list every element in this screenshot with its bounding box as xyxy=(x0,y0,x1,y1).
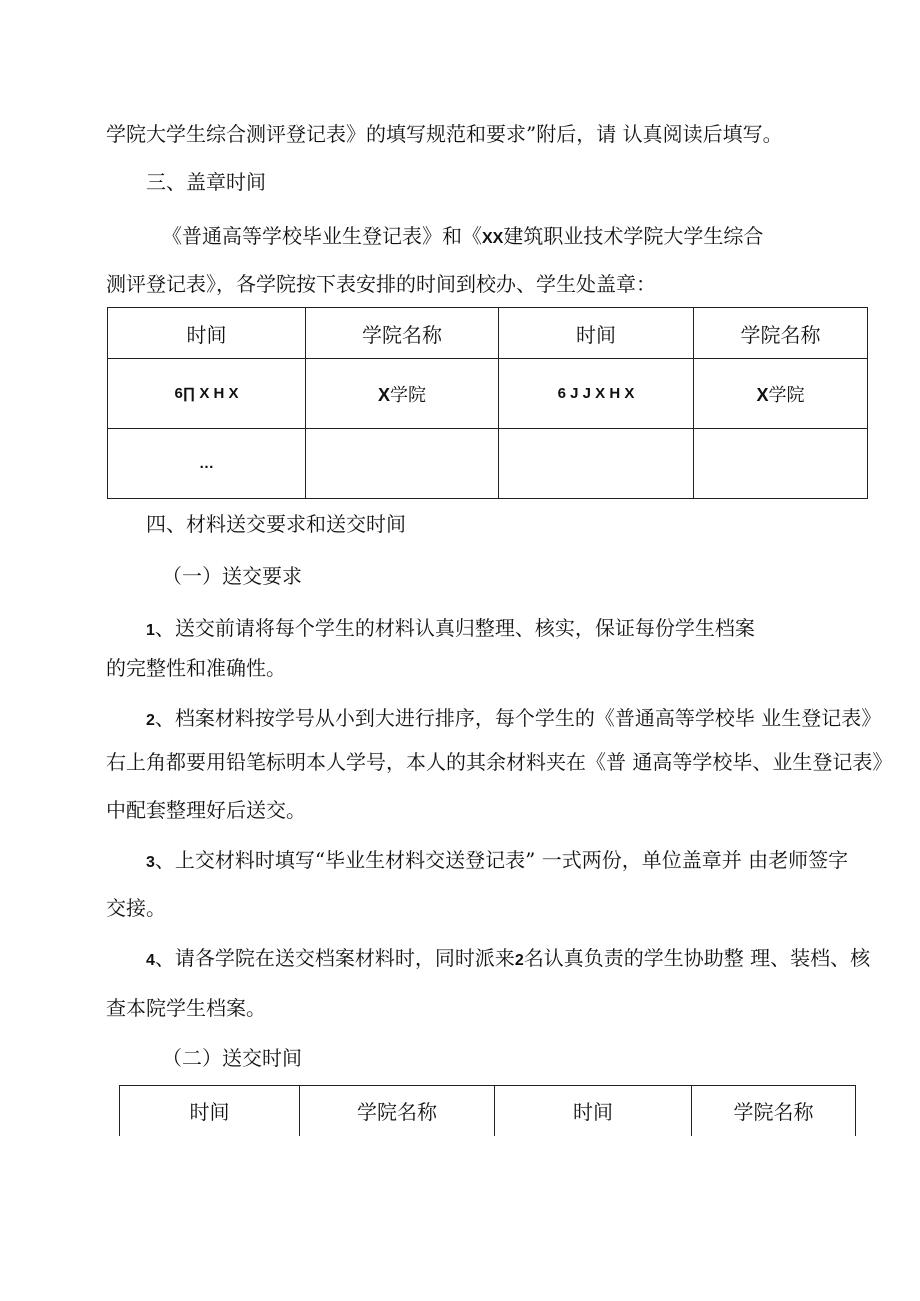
table-header-row xyxy=(108,308,868,359)
item-2-line2: 右上角都要用铅笔标明本人学号，本人的其余材料夹在《普 通高等学校毕、业生登记表》 xyxy=(106,750,893,774)
time-cell: 6∏ X H X xyxy=(108,359,306,429)
stamp-paragraph-line1 xyxy=(162,224,763,251)
item-4-line2: 查本院学生档案。 xyxy=(106,996,266,1020)
item-3-line2: 交接。 xyxy=(106,896,166,920)
college-cell xyxy=(306,359,499,429)
time-cell: 6 J J X H X xyxy=(499,359,694,429)
item-text: 、送交前请将每个学生的材料认真归整理、核实，保证每份学生档案 xyxy=(154,616,755,640)
item-count: 2 xyxy=(514,952,524,969)
item-1-line1 xyxy=(146,616,755,643)
item-2-line1 xyxy=(146,706,881,733)
header-time: 时间 xyxy=(108,308,306,359)
header-college-name: 学院名称 xyxy=(692,1086,856,1136)
table-header-row xyxy=(120,1086,856,1136)
item-4-line1 xyxy=(146,946,870,973)
header-college-name: 学院名称 xyxy=(306,308,499,359)
item-3-line1 xyxy=(146,848,848,875)
item-2-line3: 中配套整理好后送交。 xyxy=(106,798,306,822)
empty-cell xyxy=(694,429,868,499)
item-text: 名认真负责的学生协助整 理、装档、核 xyxy=(523,946,871,970)
header-time: 时间 xyxy=(120,1086,300,1136)
empty-cell xyxy=(306,429,499,499)
section-heading-stamp-time: 三、盖章时间 xyxy=(146,170,266,194)
item-text: 、上交材料时填写“毕业生材料交送登记表” 一式两份，单位盖章并 由老师签字 xyxy=(154,848,849,872)
item-number: 1 xyxy=(146,622,155,639)
subheading-delivery-time: （二）送交时间 xyxy=(162,1046,302,1070)
item-number: 2 xyxy=(146,712,155,729)
college-placeholder-x: X xyxy=(377,384,390,405)
college-suffix: 学院 xyxy=(390,384,426,406)
table-row xyxy=(108,429,868,499)
stamp-paragraph-text-c: 建筑职业技术学院大学生综合 xyxy=(503,224,764,248)
header-time: 时间 xyxy=(499,308,694,359)
stamp-paragraph-line2: 测评登记表》，各学院按下表安排的时间到校办、学生处盖章： xyxy=(106,272,656,296)
item-1-line2: 的完整性和准确性。 xyxy=(106,656,286,680)
item-number: 4 xyxy=(146,952,155,969)
item-number: 3 xyxy=(146,854,155,871)
section-heading-materials: 四、材料送交要求和送交时间 xyxy=(146,512,406,536)
header-time: 时间 xyxy=(495,1086,692,1136)
stamp-schedule-table xyxy=(107,307,868,499)
header-college-name: 学院名称 xyxy=(300,1086,495,1136)
ellipsis-cell: … xyxy=(108,429,306,499)
delivery-schedule-table xyxy=(119,1085,856,1136)
empty-cell xyxy=(499,429,694,499)
table-row xyxy=(108,359,868,429)
subheading-requirements: （一）送交要求 xyxy=(162,564,302,588)
stamp-paragraph-text-a: 《普通高等学校毕业生登记表》和《 xyxy=(162,224,482,248)
item-text: 、请各学院在送交档案材料时，同时派来 xyxy=(154,946,515,970)
item-text: 、档案材料按学号从小到大进行排序，每个学生的《普通高等学校毕 业生登记表》 xyxy=(154,706,882,730)
college-placeholder-x: X xyxy=(756,384,769,405)
stamp-paragraph-xx: XX xyxy=(482,230,504,247)
college-suffix: 学院 xyxy=(768,384,805,406)
paragraph-continuation: 学院大学生综合测评登记表》的填写规范和要求”附后，请 认真阅读后填写。 xyxy=(106,122,783,146)
college-cell xyxy=(694,359,868,429)
header-college-name: 学院名称 xyxy=(694,308,868,359)
